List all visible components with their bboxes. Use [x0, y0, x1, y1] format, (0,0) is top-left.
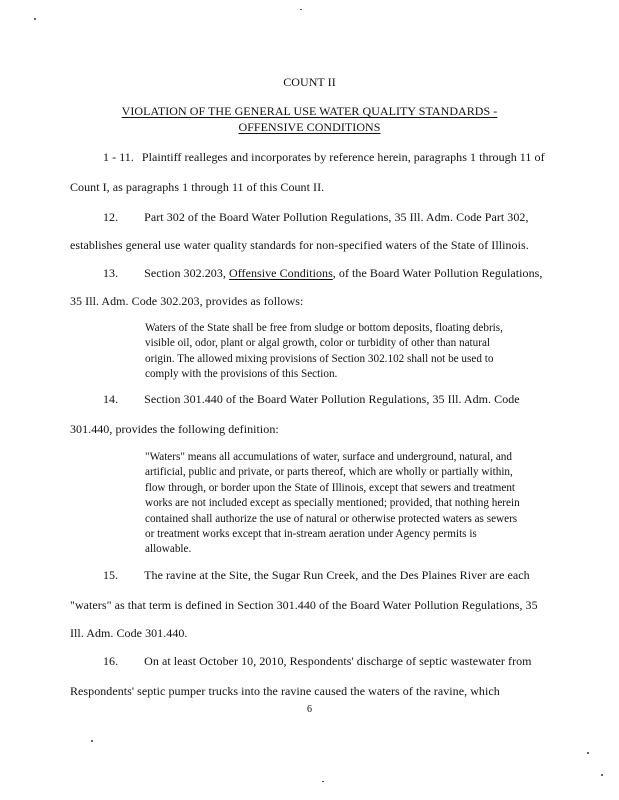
paragraph-text: Section 301.440 of the Board Water Pollution Regulations, 35 Ill. Adm. Code	[144, 392, 520, 406]
scan-speck	[300, 9, 302, 10]
paragraph-12-line-2: establishes general use water quality standards for non-specified waters of the State of Illinois.	[70, 238, 529, 252]
scan-speck	[587, 752, 589, 754]
page-number: 6	[306, 704, 313, 715]
paragraph-14-line-1	[103, 392, 520, 406]
scan-speck	[322, 781, 324, 782]
quote-line: comply with the provisions of this Section.	[145, 368, 338, 381]
quote-line: artificial, public and private, or parts thereof, which are wholly or partially within,	[145, 466, 513, 479]
paragraph-text: Part 302 of the Board Water Pollution Regulations, 35 Ill. Adm. Code Part 302,	[144, 210, 529, 224]
paragraph-number: 13.	[103, 266, 119, 280]
quote-line: Waters of the State shall be free from sludge or bottom deposits, floating debris,	[145, 322, 503, 334]
paragraph-text: Plaintiff realleges and incorporates by reference herein, paragraphs 1 through 11 of	[141, 150, 545, 164]
paragraph-14-line-2: 301.440, provides the following definition:	[70, 422, 279, 436]
quote-line: contained shall authorize the use of natural or otherwise protected waters as sewers	[145, 512, 518, 525]
paragraph-number: 14.	[103, 392, 119, 406]
paragraph-15-line-1	[103, 568, 530, 582]
block-quote-302-203	[145, 321, 555, 383]
quote-line: visible oil, odor, plant or algal growth, color or turbidity of other than natural	[145, 337, 491, 350]
paragraph-text: The ravine at the Site, the Sugar Run Creek, and the Des Plaines River are each	[144, 568, 530, 582]
paragraph-13-line-2: 35 Ill. Adm. Code 302.203, provides as follows:	[70, 294, 304, 308]
quote-line: allowable.	[145, 543, 192, 556]
scan-speck	[34, 18, 36, 20]
block-quote-301-440	[145, 450, 555, 558]
paragraph-15-line-2: "waters" as that term is defined in Section 301.440 of the Board Water Pollution Regulations, 35	[70, 598, 538, 612]
paragraph-15-line-3: Ill. Adm. Code 301.440.	[70, 626, 188, 640]
paragraph-number: 15.	[103, 568, 119, 582]
count-heading: COUNT II	[283, 75, 336, 89]
paragraph-12-line-1	[103, 210, 529, 224]
quote-line: origin. The allowed mixing provisions of Section 302.102 shall not be used to	[145, 352, 494, 365]
scan-speck	[91, 740, 93, 742]
paragraph-number: 1 - 11.	[103, 150, 134, 164]
scan-speck	[601, 774, 603, 776]
paragraph-13-line-1: 13. Section 302.203, Offensive Conditions, of the Board Water Pollution Regulations,	[103, 266, 543, 280]
paragraph-16-line-1	[103, 654, 532, 668]
quote-line: or treatment works except that in-stream aeration under Agency permits is	[145, 528, 477, 541]
paragraph-number: 16.	[103, 654, 119, 668]
paragraph-number: 12.	[103, 210, 119, 224]
paragraph-1-11-line-1	[103, 150, 545, 164]
quote-line: works are not included except as specially mentioned; provided, that nothing herein	[145, 497, 520, 510]
paragraph-16-line-2: Respondents' septic pumper trucks into the ravine caused the waters of the ravine, which	[70, 684, 500, 698]
title-line-1: VIOLATION OF THE GENERAL USE WATER QUALITY STANDARDS -	[121, 104, 498, 118]
quote-line: flow through, or border upon the State of Illinois, except that sewers and treatment	[145, 481, 516, 494]
section-title-underlined: Offensive Conditions	[229, 266, 333, 280]
quote-line: "Waters" means all accumulations of water, surface and underground, natural, and	[145, 451, 512, 463]
title-line-2: OFFENSIVE CONDITIONS	[238, 120, 381, 134]
paragraph-text: On at least October 10, 2010, Respondents' discharge of septic wastewater from	[144, 654, 532, 668]
paragraph-1-11-line-2: Count I, as paragraphs 1 through 11 of this Count II.	[70, 180, 325, 194]
